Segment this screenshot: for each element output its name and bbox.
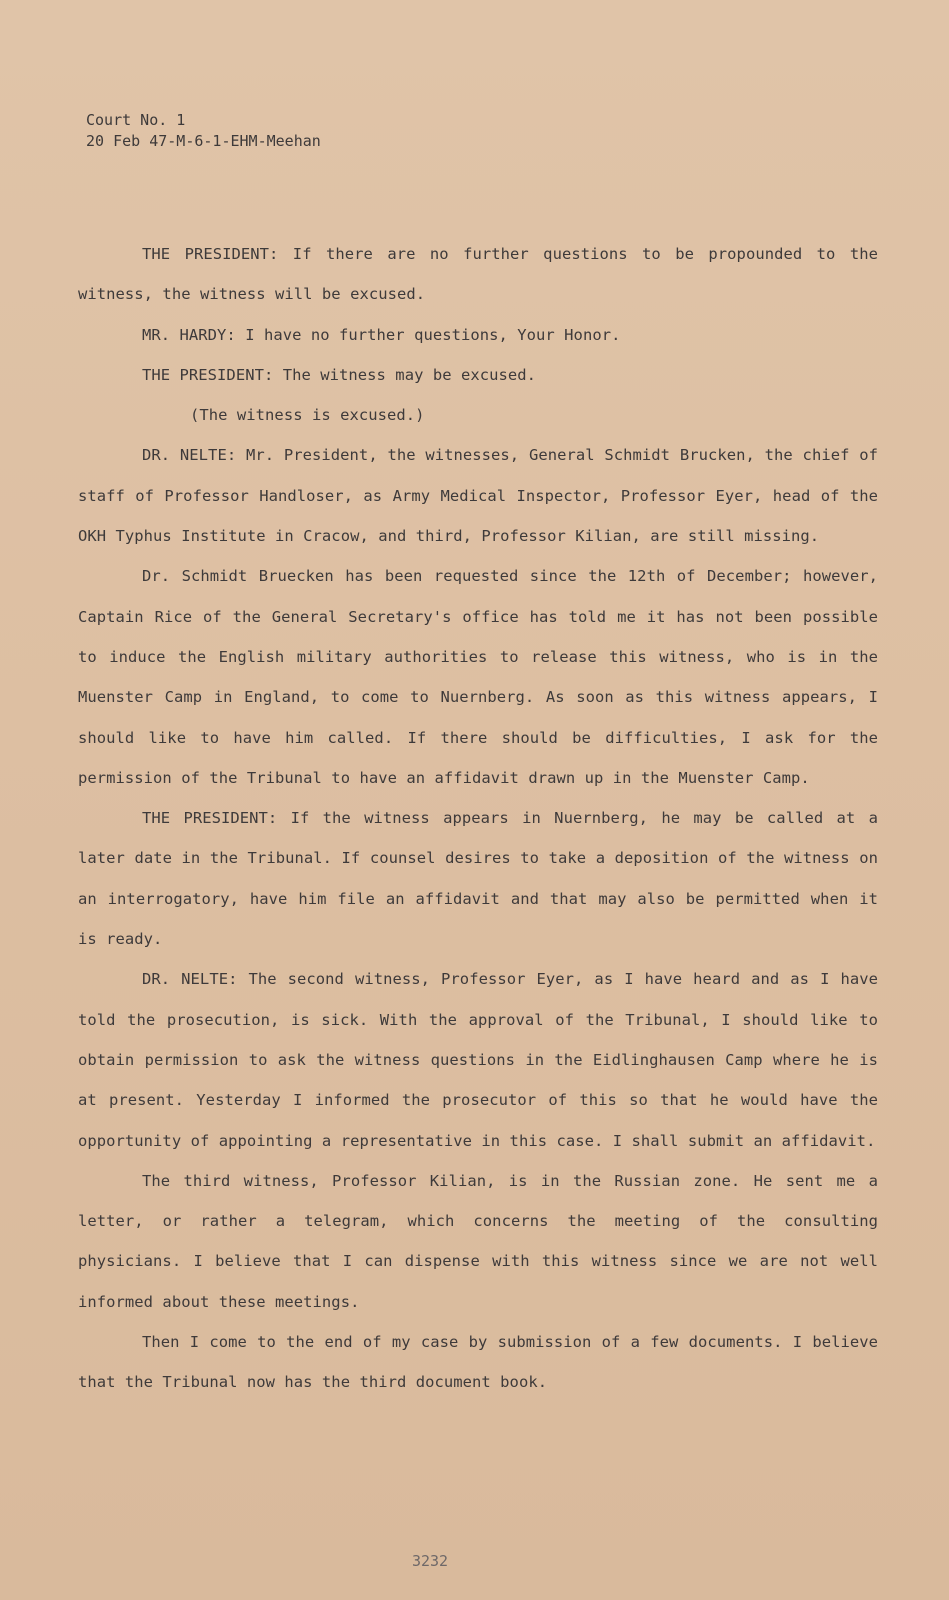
- transcript-reference: 20 Feb 47-M-6-1-EHM-Meehan: [86, 132, 321, 150]
- transcript-body: [78, 234, 878, 1403]
- paragraph-witness-excused: (The witness is excused.): [190, 406, 425, 425]
- document-header: [86, 110, 321, 152]
- paragraph-president-excuse: THE PRESIDENT: If there are no further questions to be propounded to the witness, the witness will be excused.: [78, 245, 878, 304]
- paragraph-president-excused: THE PRESIDENT: The witness may be excused.: [142, 365, 537, 384]
- page-number: 3232: [411, 1552, 449, 1570]
- paragraph-president-deposition: THE PRESIDENT: If the witness appears in Nuernberg, he may be called at a later date in the Tribunal. If counsel desires to take a deposition of the witness on an interrogatory, have him file an affidavit and that may also be permitted when it is ready.: [78, 809, 878, 949]
- paragraph-nelte-missing-witnesses: DR. NELTE: Mr. President, the witnesses, General Schmidt Brucken, the chief of staff of Professor Handloser, as Army Medical Inspector, Professor Eyer, head of the OKH Typhus Institute in Cracow, and third, Professor Kilian, are still missing.: [78, 446, 878, 546]
- paragraph-end-of-case: Then I come to the end of my case by submission of a few documents. I believe that the Tribunal now has the third document book.: [78, 1333, 878, 1392]
- paragraph-kilian: The third witness, Professor Kilian, is in the Russian zone. He sent me a letter, or rather a telegram, which concerns the meeting of the consulting physicians. I believe that I can dispense with this witness since we are not well informed about these meetings.: [78, 1171, 878, 1311]
- paragraph-hardy-reply: MR. HARDY: I have no further questions, Your Honor.: [142, 325, 621, 344]
- court-number: Court No. 1: [86, 111, 186, 129]
- paragraph-schmidt-bruecken: Dr. Schmidt Bruecken has been requested since the 12th of December; however, Captain Rice of the General Secretary's office has told me it has not been possible to induce the English military authorities to release this witness, who is in the Muenster Camp in England, to come to Nuernberg. As soon as this witness appears, I should like to have him called. If there should be difficulties, I ask for the permission of the Tribunal to have an affidavit drawn up in the Muenster Camp.: [78, 567, 878, 787]
- paragraph-nelte-eyer: DR. NELTE: The second witness, Professor Eyer, as I have heard and as I have told the prosecution, is sick. With the approval of the Tribunal, I should like to obtain permission to ask the witness questions in the Eidlinghausen Camp where he is at present. Yesterday I informed the prosecutor of this so that he would have the opportunity of appointing a representative in this case. I shall submit an affidavit.: [78, 970, 878, 1150]
